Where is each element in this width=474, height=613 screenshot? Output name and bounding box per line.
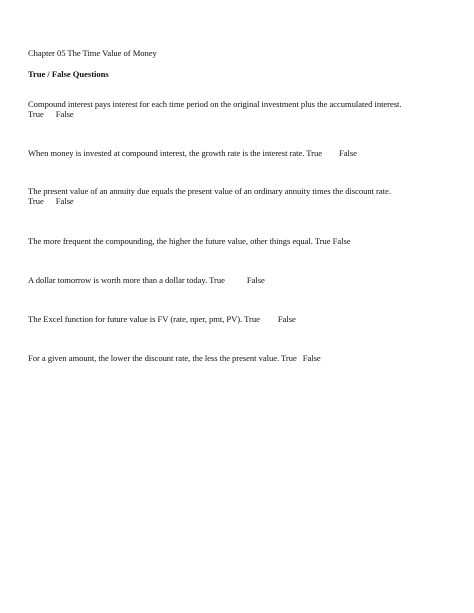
question-1-false: False — [55, 109, 74, 119]
question-2-text: When money is invested at compound interest, the growth rate is the interest rate. — [28, 148, 305, 158]
question-7 — [28, 353, 321, 363]
question-6 — [28, 314, 296, 324]
question-3-text: The present value of an annuity due equals the present value of an ordinary annuity times the discount rate. — [28, 186, 391, 196]
question-2-false: False — [339, 148, 357, 158]
question-1-options — [28, 109, 74, 119]
question-5-true: True — [209, 275, 225, 285]
question-5-false: False — [246, 275, 265, 285]
chapter-title: Chapter 05 The Time Value of Money — [28, 48, 157, 58]
question-2-true: True — [306, 148, 322, 158]
question-6-text: The Excel function for future value is FV (rate, nper, pmt, PV). — [28, 314, 243, 324]
question-1-true: True — [28, 109, 44, 119]
question-4 — [28, 236, 351, 246]
question-7-true: True — [281, 353, 297, 363]
question-2 — [28, 148, 357, 158]
section-heading: True / False Questions — [28, 69, 109, 79]
question-3-options — [28, 196, 74, 206]
question-4-true: True — [314, 236, 331, 246]
question-5 — [28, 275, 265, 285]
question-3-true: True — [28, 196, 44, 206]
question-6-false: False — [277, 314, 296, 324]
question-5-text: A dollar tomorrow is worth more than a dollar today. — [28, 275, 208, 285]
question-4-text: The more frequent the compounding, the higher the future value, other things equal. — [28, 236, 313, 246]
question-7-false: False — [302, 353, 321, 363]
question-4-false: False — [332, 236, 351, 246]
question-3-false: False — [55, 196, 74, 206]
question-6-true: True — [244, 314, 260, 324]
question-7-text: For a given amount, the lower the discount rate, the less the present value. — [28, 353, 280, 363]
question-1-text: Compound interest pays interest for each time period on the original investment plus the accumulated interest. — [28, 99, 402, 109]
